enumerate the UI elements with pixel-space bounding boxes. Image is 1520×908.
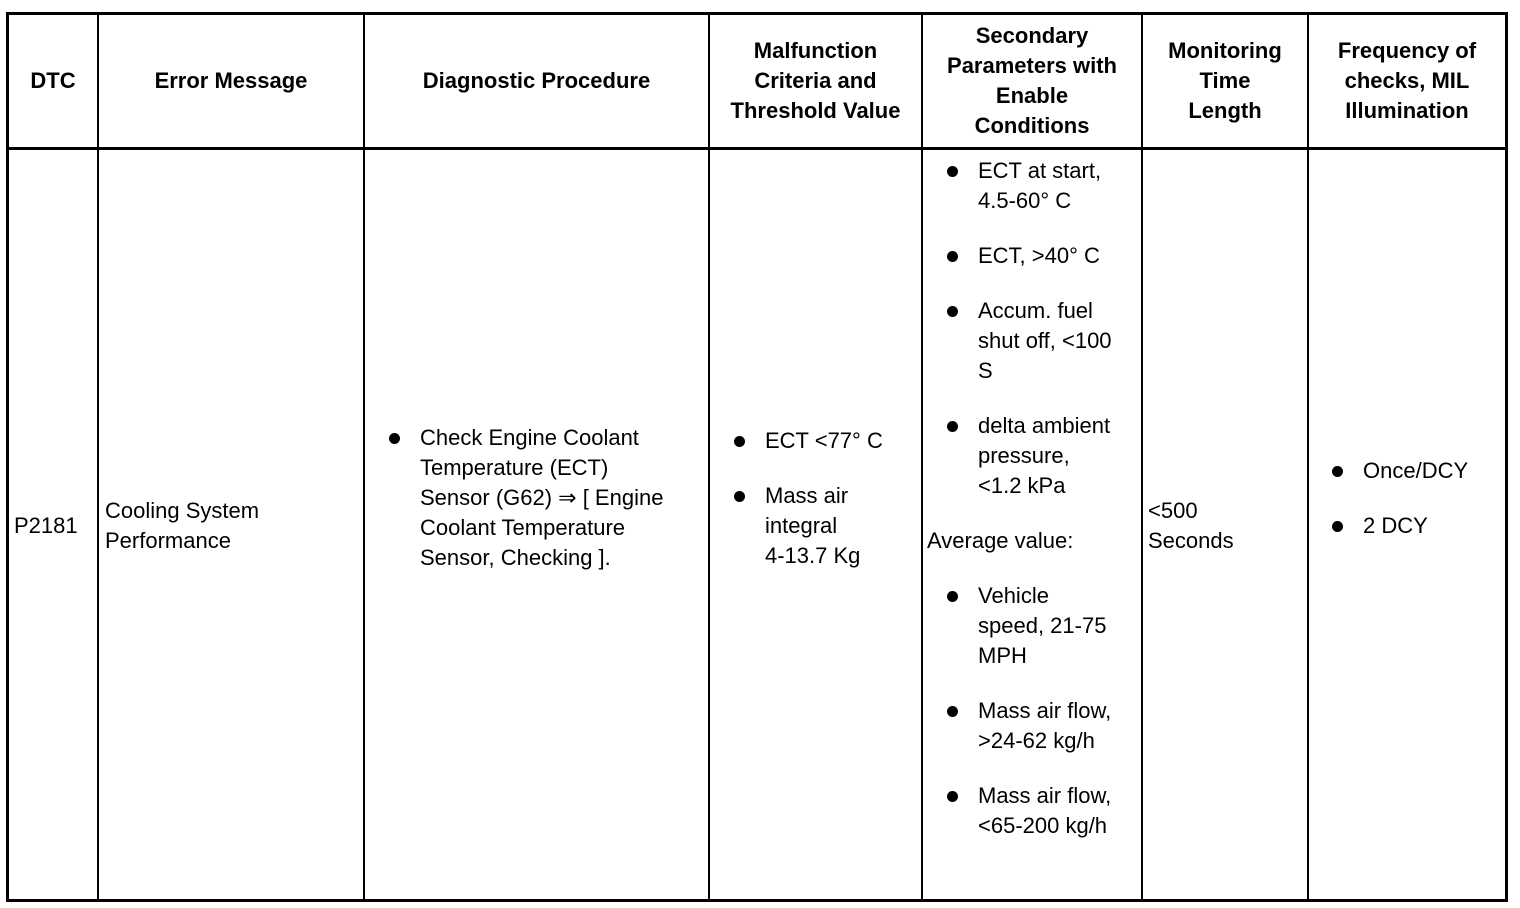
procedure-line: Sensor (G62) ⇒ [ Engine bbox=[420, 485, 664, 510]
parameter-line: ECT at start, bbox=[978, 158, 1102, 183]
header-line: Conditions bbox=[974, 113, 1090, 138]
column-divider bbox=[1141, 15, 1143, 899]
header-frequency bbox=[1309, 15, 1505, 147]
procedure-line: Check Engine Coolant bbox=[420, 425, 639, 450]
criteria-line: integral bbox=[765, 513, 838, 538]
header-dtc-label: DTC bbox=[30, 68, 76, 93]
frequency-line: Once/DCY bbox=[1363, 458, 1469, 483]
error-message-line: Performance bbox=[105, 528, 231, 553]
header-diagnostic-procedure bbox=[365, 15, 708, 147]
dtc-table bbox=[6, 12, 1508, 902]
average-line: <65-200 kg/h bbox=[978, 813, 1108, 838]
header-monitoring-time bbox=[1143, 15, 1307, 147]
parameter-line: S bbox=[978, 358, 993, 383]
diagnostic-procedure bbox=[385, 423, 705, 573]
header-line: Monitoring bbox=[1168, 38, 1282, 63]
parameter-line: delta ambient bbox=[978, 413, 1111, 438]
header-malfunction-criteria bbox=[710, 15, 921, 147]
header-line: Length bbox=[1188, 98, 1262, 123]
header-line: Enable bbox=[995, 83, 1069, 108]
average-value-item bbox=[943, 581, 1139, 671]
secondary-parameter-item bbox=[943, 411, 1139, 501]
header-diagnostic-procedure-label: Diagnostic Procedure bbox=[422, 68, 651, 93]
header-line: Frequency of bbox=[1337, 38, 1477, 63]
average-line: speed, 21-75 bbox=[978, 613, 1107, 638]
header-line: checks, MIL bbox=[1344, 68, 1470, 93]
average-line: >24-62 kg/h bbox=[978, 728, 1095, 753]
average-line: Vehicle bbox=[978, 583, 1049, 608]
parameter-line: ECT, >40° C bbox=[978, 243, 1100, 268]
frequency-line: 2 DCY bbox=[1363, 513, 1428, 538]
criteria-line: 4-13.7 Kg bbox=[765, 543, 861, 568]
monitoring-time bbox=[1148, 496, 1234, 556]
malfunction-criteria-item bbox=[730, 426, 920, 456]
average-value-item bbox=[943, 696, 1139, 756]
diagnostic-procedure-item bbox=[385, 423, 705, 573]
procedure-line: Coolant Temperature bbox=[420, 515, 626, 540]
average-line: Mass air flow, bbox=[978, 783, 1112, 808]
malfunction-criteria bbox=[730, 426, 920, 571]
criteria-line: Mass air bbox=[765, 483, 849, 508]
column-divider bbox=[363, 15, 365, 899]
header-error-message bbox=[99, 15, 363, 147]
monitoring-time-line: <500 bbox=[1148, 498, 1198, 523]
parameter-line: <1.2 kPa bbox=[978, 473, 1066, 498]
malfunction-criteria-item bbox=[730, 481, 920, 571]
error-message bbox=[105, 496, 259, 556]
procedure-line: Temperature (ECT) bbox=[420, 455, 609, 480]
header-secondary-parameters bbox=[923, 15, 1141, 147]
criteria-line: ECT <77° C bbox=[765, 428, 883, 453]
header-line: Parameters with bbox=[947, 53, 1117, 78]
secondary-parameters bbox=[927, 156, 1139, 841]
average-value-label: Average value: bbox=[927, 528, 1074, 553]
error-message-line: Cooling System bbox=[105, 498, 260, 523]
parameter-line: 4.5-60° C bbox=[978, 188, 1072, 213]
column-divider bbox=[921, 15, 923, 899]
average-line: MPH bbox=[978, 643, 1027, 668]
dtc-code: P2181 bbox=[14, 513, 78, 538]
parameter-line: pressure, bbox=[978, 443, 1070, 468]
column-divider bbox=[97, 15, 99, 899]
frequency bbox=[1328, 456, 1506, 541]
header-line: Secondary bbox=[975, 23, 1089, 48]
secondary-parameter-item bbox=[943, 241, 1139, 271]
parameter-line: shut off, <100 bbox=[978, 328, 1112, 353]
frequency-item bbox=[1328, 511, 1506, 541]
secondary-parameter-item bbox=[943, 156, 1139, 216]
header-line: Criteria and bbox=[754, 68, 877, 93]
header-line: Illumination bbox=[1345, 98, 1469, 123]
average-value-item bbox=[943, 781, 1139, 841]
secondary-parameter-item bbox=[943, 296, 1139, 386]
header-dtc bbox=[9, 15, 97, 147]
header-error-message-label: Error Message bbox=[154, 68, 308, 93]
header-line: Malfunction bbox=[753, 38, 878, 63]
column-divider bbox=[708, 15, 710, 899]
header-line: Threshold Value bbox=[730, 98, 901, 123]
column-divider bbox=[1307, 15, 1309, 899]
header-divider bbox=[9, 147, 1505, 150]
frequency-item bbox=[1328, 456, 1506, 486]
parameter-line: Accum. fuel bbox=[978, 298, 1093, 323]
header-line: Time bbox=[1199, 68, 1251, 93]
monitoring-time-line: Seconds bbox=[1148, 528, 1234, 553]
procedure-line: Sensor, Checking ]. bbox=[420, 545, 611, 570]
average-line: Mass air flow, bbox=[978, 698, 1112, 723]
